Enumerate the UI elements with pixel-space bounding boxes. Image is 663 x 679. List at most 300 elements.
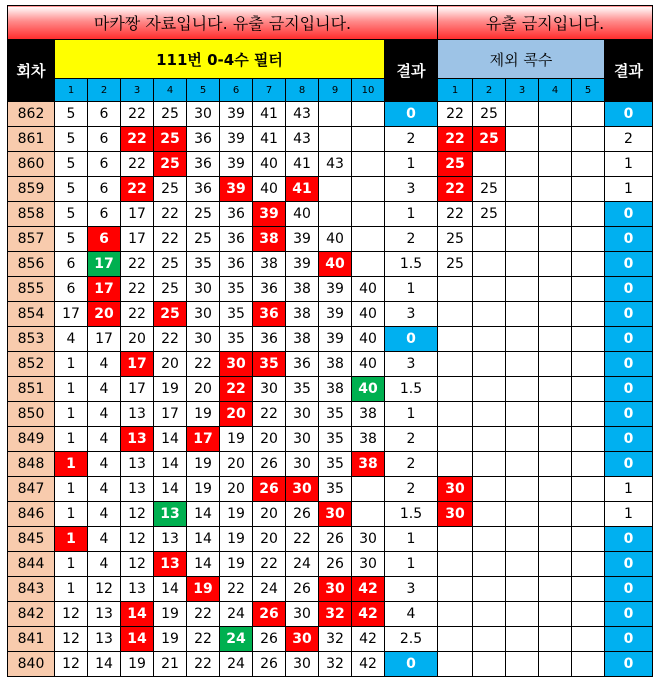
filter-col-number: 9 bbox=[319, 79, 352, 102]
result2-cell: 0 bbox=[605, 452, 653, 477]
filter-number-cell: 39 bbox=[220, 127, 253, 152]
filter-number-cell: 30 bbox=[187, 102, 220, 127]
filter-number-cell: 25 bbox=[154, 177, 187, 202]
draw-number: 849 bbox=[8, 427, 55, 452]
result2-cell: 0 bbox=[605, 377, 653, 402]
result-cell: 3 bbox=[385, 352, 438, 377]
draw-number: 850 bbox=[8, 402, 55, 427]
excluded-number-cell bbox=[539, 427, 572, 452]
filter-number-cell: 24 bbox=[220, 627, 253, 652]
excluded-number-cell bbox=[506, 602, 539, 627]
excluded-number-cell bbox=[473, 577, 506, 602]
filter-number-cell: 20 bbox=[253, 502, 286, 527]
draw-number: 857 bbox=[8, 227, 55, 252]
filter-number-cell: 21 bbox=[154, 652, 187, 677]
filter-number-cell: 39 bbox=[319, 302, 352, 327]
excluded-number-cell bbox=[539, 502, 572, 527]
draw-number: 847 bbox=[8, 477, 55, 502]
filter-number-cell: 1 bbox=[55, 377, 88, 402]
filter-number-cell: 35 bbox=[187, 252, 220, 277]
filter-number-cell: 35 bbox=[220, 302, 253, 327]
result2-cell: 0 bbox=[605, 102, 653, 127]
round-header: 회차 bbox=[8, 40, 55, 102]
result2-cell: 0 bbox=[605, 302, 653, 327]
table-row bbox=[8, 127, 653, 152]
filter-number-cell: 4 bbox=[88, 452, 121, 477]
result-cell: 1.5 bbox=[385, 377, 438, 402]
filter-number-cell: 12 bbox=[55, 652, 88, 677]
draw-number: 860 bbox=[8, 152, 55, 177]
excluded-number-cell bbox=[473, 502, 506, 527]
filter-col-number: 6 bbox=[220, 79, 253, 102]
filter-number-cell: 12 bbox=[55, 627, 88, 652]
filter-number-cell: 39 bbox=[286, 252, 319, 277]
filter-number-cell: 4 bbox=[88, 352, 121, 377]
excluded-number-cell bbox=[539, 277, 572, 302]
filter-number-cell: 36 bbox=[220, 202, 253, 227]
filter-number-cell: 6 bbox=[55, 277, 88, 302]
result2-cell: 0 bbox=[605, 552, 653, 577]
excluded-number-cell bbox=[572, 427, 605, 452]
excluded-number-cell bbox=[539, 327, 572, 352]
filter-number-cell: 19 bbox=[220, 427, 253, 452]
filter-number-cell: 14 bbox=[121, 627, 154, 652]
excluded-number-cell bbox=[572, 602, 605, 627]
excluded-number-cell bbox=[539, 452, 572, 477]
filter-number-cell: 1 bbox=[55, 577, 88, 602]
result2-cell: 0 bbox=[605, 252, 653, 277]
excluded-number-cell bbox=[438, 402, 473, 427]
filter-number-cell: 20 bbox=[88, 302, 121, 327]
filter-number-cell: 26 bbox=[253, 477, 286, 502]
excluded-number-cell bbox=[572, 452, 605, 477]
filter-number-cell: 19 bbox=[187, 402, 220, 427]
filter-number-cell: 12 bbox=[121, 527, 154, 552]
excluded-number-cell bbox=[473, 452, 506, 477]
filter-number-cell bbox=[352, 252, 385, 277]
draw-number: 853 bbox=[8, 327, 55, 352]
excluded-number-cell bbox=[506, 427, 539, 452]
excluded-number-cell bbox=[473, 652, 506, 677]
filter-number-cell: 12 bbox=[88, 577, 121, 602]
filter-number-cell: 39 bbox=[220, 102, 253, 127]
filter-number-cell bbox=[352, 102, 385, 127]
excluded-number-cell bbox=[539, 152, 572, 177]
table-row bbox=[8, 627, 653, 652]
filter-number-cell: 39 bbox=[220, 152, 253, 177]
filter-number-cell: 14 bbox=[121, 602, 154, 627]
filter-number-cell: 14 bbox=[154, 577, 187, 602]
excluded-number-cell bbox=[572, 327, 605, 352]
result-cell: 2 bbox=[385, 477, 438, 502]
result2-cell: 0 bbox=[605, 352, 653, 377]
filter-number-cell: 4 bbox=[55, 327, 88, 352]
excluded-number-cell bbox=[506, 652, 539, 677]
filter-number-cell: 38 bbox=[253, 252, 286, 277]
result-cell: 4 bbox=[385, 602, 438, 627]
filter-number-cell: 12 bbox=[121, 502, 154, 527]
filter-number-cell: 22 bbox=[220, 377, 253, 402]
excluded-number-cell bbox=[539, 627, 572, 652]
result2-cell: 0 bbox=[605, 202, 653, 227]
result-cell: 2 bbox=[385, 127, 438, 152]
draw-number: 862 bbox=[8, 102, 55, 127]
filter-col-number: 3 bbox=[121, 79, 154, 102]
filter-number-cell: 25 bbox=[154, 152, 187, 177]
result-cell: 1 bbox=[385, 152, 438, 177]
draw-number: 846 bbox=[8, 502, 55, 527]
filter-number-cell: 22 bbox=[154, 202, 187, 227]
result2-cell: 1 bbox=[605, 477, 653, 502]
table-row bbox=[8, 152, 653, 177]
filter-number-cell: 17 bbox=[88, 327, 121, 352]
excluded-number-cell bbox=[473, 302, 506, 327]
filter-number-cell: 30 bbox=[220, 352, 253, 377]
excluded-number-cell bbox=[506, 327, 539, 352]
excluded-number-cell bbox=[473, 477, 506, 502]
filter-number-cell: 39 bbox=[220, 177, 253, 202]
excluded-number-cell bbox=[473, 377, 506, 402]
excluded-number-cell: 22 bbox=[438, 102, 473, 127]
excluded-number-cell bbox=[539, 127, 572, 152]
result-cell: 1 bbox=[385, 552, 438, 577]
filter-number-cell: 38 bbox=[352, 452, 385, 477]
filter-number-cell: 40 bbox=[319, 227, 352, 252]
filter-number-cell: 4 bbox=[88, 502, 121, 527]
filter-number-cell: 36 bbox=[187, 127, 220, 152]
filter-number-cell: 13 bbox=[121, 402, 154, 427]
table-row bbox=[8, 277, 653, 302]
draw-number: 858 bbox=[8, 202, 55, 227]
filter-number-cell: 22 bbox=[187, 602, 220, 627]
result2-cell: 0 bbox=[605, 602, 653, 627]
title-left: 마카짱 자료입니다. 유출 금지입니다. bbox=[8, 6, 438, 40]
excluded-number-cell bbox=[572, 177, 605, 202]
excluded-number-cell bbox=[572, 227, 605, 252]
excluded-number-cell: 25 bbox=[438, 252, 473, 277]
result2-cell: 0 bbox=[605, 627, 653, 652]
filter-number-cell: 4 bbox=[88, 527, 121, 552]
result2-cell: 0 bbox=[605, 527, 653, 552]
excluded-number-cell: 25 bbox=[473, 127, 506, 152]
draw-number: 852 bbox=[8, 352, 55, 377]
table-row bbox=[8, 227, 653, 252]
filter-number-cell: 1 bbox=[55, 427, 88, 452]
excluded-number-cell bbox=[473, 627, 506, 652]
filter-number-cell: 41 bbox=[253, 127, 286, 152]
result-header: 결과 bbox=[385, 40, 438, 102]
filter-number-cell: 36 bbox=[187, 177, 220, 202]
filter-number-cell: 13 bbox=[154, 502, 187, 527]
filter-number-cell: 20 bbox=[220, 452, 253, 477]
filter-number-cell: 38 bbox=[352, 402, 385, 427]
draw-number: 861 bbox=[8, 127, 55, 152]
filter-number-cell: 13 bbox=[154, 527, 187, 552]
table-row bbox=[8, 427, 653, 452]
excluded-number-cell bbox=[506, 202, 539, 227]
table-row bbox=[8, 602, 653, 627]
filter-col-number: 8 bbox=[286, 79, 319, 102]
filter-number-cell: 14 bbox=[154, 427, 187, 452]
draw-number: 844 bbox=[8, 552, 55, 577]
excluded-number-cell bbox=[438, 527, 473, 552]
filter-number-cell: 42 bbox=[352, 577, 385, 602]
filter-number-cell: 22 bbox=[286, 527, 319, 552]
filter-number-cell: 42 bbox=[352, 627, 385, 652]
excluded-number-cell bbox=[473, 602, 506, 627]
filter-number-cell: 43 bbox=[286, 102, 319, 127]
excluded-number-cell bbox=[572, 652, 605, 677]
filter-number-cell: 1 bbox=[55, 502, 88, 527]
result-cell: 0 bbox=[385, 652, 438, 677]
excluded-number-cell bbox=[506, 177, 539, 202]
filter-number-cell: 40 bbox=[286, 202, 319, 227]
excluded-number-cell bbox=[438, 552, 473, 577]
excluded-number-cell bbox=[572, 302, 605, 327]
filter-number-cell: 6 bbox=[55, 252, 88, 277]
excluded-number-cell bbox=[539, 577, 572, 602]
result2-cell: 2 bbox=[605, 127, 653, 152]
table-body bbox=[8, 6, 653, 677]
excluded-number-cell bbox=[572, 202, 605, 227]
excluded-number-cell: 22 bbox=[438, 177, 473, 202]
filter-number-cell: 5 bbox=[55, 102, 88, 127]
filter-number-cell: 4 bbox=[88, 402, 121, 427]
result2-cell: 1 bbox=[605, 152, 653, 177]
filter-number-cell: 20 bbox=[253, 427, 286, 452]
filter-number-cell: 32 bbox=[319, 602, 352, 627]
draw-number: 859 bbox=[8, 177, 55, 202]
result-cell: 3 bbox=[385, 577, 438, 602]
filter-number-cell: 12 bbox=[55, 602, 88, 627]
excluded-number-cell: 25 bbox=[473, 202, 506, 227]
filter-number-cell: 14 bbox=[154, 452, 187, 477]
excluded-number-cell bbox=[506, 102, 539, 127]
filter-number-cell: 38 bbox=[352, 427, 385, 452]
filter-number-cell: 38 bbox=[319, 352, 352, 377]
filter-number-cell: 35 bbox=[319, 402, 352, 427]
table-row bbox=[8, 552, 653, 577]
filter-number-cell: 42 bbox=[352, 602, 385, 627]
filter-number-cell bbox=[352, 227, 385, 252]
excluded-number-cell bbox=[572, 252, 605, 277]
filter-number-cell: 19 bbox=[154, 377, 187, 402]
filter-number-cell: 36 bbox=[187, 152, 220, 177]
filter-number-cell: 13 bbox=[121, 477, 154, 502]
filter-number-cell bbox=[352, 477, 385, 502]
excluded-number-cell bbox=[572, 577, 605, 602]
table-row bbox=[8, 577, 653, 602]
excluded-number-cell bbox=[572, 402, 605, 427]
filter-number-cell: 35 bbox=[286, 377, 319, 402]
excluded-col-number: 4 bbox=[539, 79, 572, 102]
excluded-number-cell: 25 bbox=[473, 102, 506, 127]
filter-number-cell: 40 bbox=[352, 327, 385, 352]
result-cell: 0 bbox=[385, 327, 438, 352]
excluded-number-cell: 30 bbox=[438, 502, 473, 527]
table-row bbox=[8, 327, 653, 352]
title-right: 유출 금지입니다. bbox=[438, 6, 653, 40]
result2-cell: 0 bbox=[605, 577, 653, 602]
filter-number-cell: 38 bbox=[286, 277, 319, 302]
table-row bbox=[8, 652, 653, 677]
filter-number-cell: 30 bbox=[286, 602, 319, 627]
filter-number-cell: 41 bbox=[286, 177, 319, 202]
filter-col-number: 10 bbox=[352, 79, 385, 102]
filter-number-cell: 42 bbox=[352, 652, 385, 677]
filter-number-cell: 25 bbox=[154, 277, 187, 302]
filter-number-cell: 30 bbox=[187, 277, 220, 302]
filter-number-cell bbox=[352, 502, 385, 527]
result-cell: 2 bbox=[385, 427, 438, 452]
excluded-number-cell: 22 bbox=[438, 202, 473, 227]
excluded-number-cell bbox=[506, 152, 539, 177]
excluded-number-cell bbox=[539, 527, 572, 552]
filter-number-cell: 41 bbox=[253, 102, 286, 127]
filter-number-cell: 24 bbox=[253, 577, 286, 602]
result-cell: 3 bbox=[385, 177, 438, 202]
filter-number-cell: 5 bbox=[55, 202, 88, 227]
excluded-number-cell bbox=[539, 477, 572, 502]
filter-col-number: 7 bbox=[253, 79, 286, 102]
filter-number-cell: 22 bbox=[154, 227, 187, 252]
result-cell: 1.5 bbox=[385, 252, 438, 277]
filter-number-cell: 1 bbox=[55, 352, 88, 377]
filter-number-cell: 6 bbox=[88, 102, 121, 127]
excluded-number-cell bbox=[506, 277, 539, 302]
filter-number-cell: 19 bbox=[187, 577, 220, 602]
filter-number-cell: 25 bbox=[154, 127, 187, 152]
filter-number-cell: 22 bbox=[121, 302, 154, 327]
filter-number-cell: 30 bbox=[187, 327, 220, 352]
excluded-number-cell bbox=[438, 352, 473, 377]
filter-number-cell: 39 bbox=[319, 277, 352, 302]
result-cell: 1.5 bbox=[385, 502, 438, 527]
filter-number-cell: 22 bbox=[121, 127, 154, 152]
filter-number-cell: 19 bbox=[187, 477, 220, 502]
excluded-number-cell bbox=[473, 227, 506, 252]
excluded-number-cell bbox=[506, 527, 539, 552]
excluded-number-cell bbox=[572, 552, 605, 577]
filter-number-cell: 6 bbox=[88, 202, 121, 227]
filter-number-cell: 36 bbox=[220, 227, 253, 252]
result2-cell: 0 bbox=[605, 227, 653, 252]
filter-number-cell: 1 bbox=[55, 527, 88, 552]
filter-number-cell: 32 bbox=[319, 652, 352, 677]
filter-number-cell: 24 bbox=[286, 552, 319, 577]
excluded-number-cell bbox=[506, 352, 539, 377]
filter-number-cell: 20 bbox=[253, 527, 286, 552]
filter-number-cell: 30 bbox=[319, 577, 352, 602]
filter-number-cell: 1 bbox=[55, 452, 88, 477]
excluded-number-cell bbox=[473, 352, 506, 377]
filter-number-cell bbox=[319, 177, 352, 202]
filter-number-cell: 36 bbox=[253, 302, 286, 327]
filter-number-cell: 30 bbox=[286, 427, 319, 452]
filter-number-cell: 20 bbox=[187, 377, 220, 402]
filter-number-cell: 12 bbox=[121, 552, 154, 577]
filter-number-cell bbox=[319, 202, 352, 227]
excluded-number-cell bbox=[473, 427, 506, 452]
excluded-number-cell: 25 bbox=[438, 152, 473, 177]
excluded-number-cell bbox=[572, 352, 605, 377]
excluded-number-cell bbox=[539, 252, 572, 277]
excluded-number-cell bbox=[539, 202, 572, 227]
excluded-number-cell bbox=[438, 652, 473, 677]
filter-number-cell: 25 bbox=[187, 202, 220, 227]
filter-number-cell: 14 bbox=[88, 652, 121, 677]
filter-number-cell: 26 bbox=[286, 577, 319, 602]
result2-header: 결과 bbox=[605, 40, 653, 102]
excluded-number-cell bbox=[438, 577, 473, 602]
table-row bbox=[8, 452, 653, 477]
filter-number-cell: 19 bbox=[220, 552, 253, 577]
excluded-number-cell bbox=[572, 127, 605, 152]
filter-number-cell bbox=[319, 127, 352, 152]
excluded-number-cell bbox=[506, 402, 539, 427]
draw-number: 841 bbox=[8, 627, 55, 652]
draw-number: 851 bbox=[8, 377, 55, 402]
excluded-number-cell bbox=[473, 402, 506, 427]
filter-number-cell: 5 bbox=[55, 127, 88, 152]
filter-number-cell bbox=[352, 177, 385, 202]
excluded-number-cell bbox=[506, 477, 539, 502]
filter-number-cell: 25 bbox=[154, 102, 187, 127]
filter-number-cell: 32 bbox=[319, 627, 352, 652]
result-cell: 0 bbox=[385, 102, 438, 127]
table-row bbox=[8, 402, 653, 427]
filter-number-cell: 17 bbox=[121, 377, 154, 402]
table-row bbox=[8, 302, 653, 327]
filter-number-cell: 30 bbox=[286, 652, 319, 677]
excluded-number-cell bbox=[473, 277, 506, 302]
filter-number-cell: 39 bbox=[286, 227, 319, 252]
excluded-number-cell bbox=[539, 177, 572, 202]
filter-number-cell: 35 bbox=[319, 452, 352, 477]
excluded-number-cell bbox=[539, 102, 572, 127]
filter-number-cell: 36 bbox=[286, 352, 319, 377]
filter-header: 111번 0-4수 필터 bbox=[55, 40, 385, 79]
filter-number-cell: 19 bbox=[187, 452, 220, 477]
filter-col-number: 4 bbox=[154, 79, 187, 102]
filter-number-cell: 19 bbox=[154, 602, 187, 627]
filter-number-cell: 40 bbox=[352, 277, 385, 302]
excluded-number-cell bbox=[438, 327, 473, 352]
filter-number-cell: 24 bbox=[220, 602, 253, 627]
table-row bbox=[8, 527, 653, 552]
filter-number-cell: 20 bbox=[154, 352, 187, 377]
result-cell: 2.5 bbox=[385, 627, 438, 652]
filter-number-cell: 19 bbox=[220, 527, 253, 552]
result2-cell: 0 bbox=[605, 652, 653, 677]
draw-number: 842 bbox=[8, 602, 55, 627]
filter-number-cell: 4 bbox=[88, 552, 121, 577]
filter-number-cell: 25 bbox=[154, 252, 187, 277]
filter-number-cell: 5 bbox=[55, 227, 88, 252]
filter-number-cell: 22 bbox=[121, 102, 154, 127]
excluded-number-cell bbox=[539, 302, 572, 327]
excluded-number-cell bbox=[506, 627, 539, 652]
filter-number-cell: 14 bbox=[154, 477, 187, 502]
filter-number-cell: 14 bbox=[187, 552, 220, 577]
filter-number-cell: 22 bbox=[154, 327, 187, 352]
filter-number-cell: 13 bbox=[88, 627, 121, 652]
filter-number-cell: 5 bbox=[55, 152, 88, 177]
draw-number: 840 bbox=[8, 652, 55, 677]
table-row bbox=[8, 202, 653, 227]
filter-col-number: 5 bbox=[187, 79, 220, 102]
filter-number-cell: 40 bbox=[253, 177, 286, 202]
